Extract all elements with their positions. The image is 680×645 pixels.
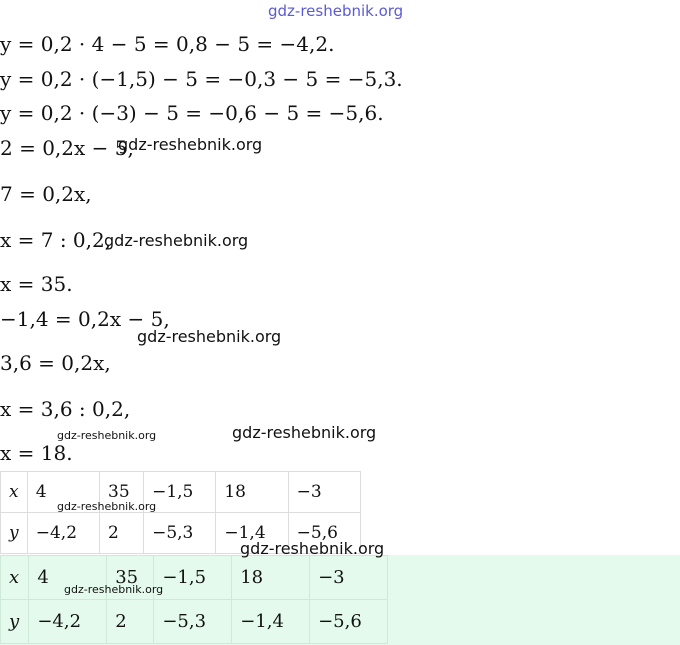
site-watermark: gdz-reshebnik.org (268, 2, 404, 20)
table-cell: 35 (107, 556, 154, 600)
table-cell: 2 (107, 600, 154, 644)
table-cell: −1,5 (154, 556, 232, 600)
equation-line: 2 = 0,2x − 5, (0, 136, 134, 160)
equation-line: x = 3,6 : 0,2, (0, 397, 131, 421)
table-cell: 4 (27, 472, 99, 513)
watermark: gdz-reshebnik.org (64, 583, 164, 596)
table-cell: y (1, 600, 29, 644)
watermark: gdz-reshebnik.org (232, 423, 377, 442)
table-cell: −3 (288, 472, 360, 513)
table-cell: x (1, 556, 29, 600)
table-cell: −5,3 (154, 600, 232, 644)
table-cell: 18 (216, 472, 288, 513)
table-row (1, 472, 361, 513)
equation-line: y = 0,2 · 4 − 5 = 0,8 − 5 = −4,2. (0, 32, 335, 56)
watermark: gdz-reshebnik.org (104, 231, 249, 250)
table-cell: −3 (310, 556, 388, 600)
equation-line: x = 7 : 0,2, (0, 228, 112, 252)
table-row (1, 600, 388, 644)
table-row (1, 556, 388, 600)
table-cell: −5,6 (310, 600, 388, 644)
table-cell: −1,5 (144, 472, 216, 513)
equation-line: x = 35. (0, 272, 73, 296)
watermark: gdz-reshebnik.org (57, 429, 157, 442)
highlighted-answer-block (0, 555, 680, 645)
watermark: gdz-reshebnik.org (240, 539, 385, 558)
table-cell: −5,6 (288, 513, 360, 554)
table-cell: −1,4 (216, 513, 288, 554)
table-cell: −1,4 (232, 600, 310, 644)
equation-line: −1,4 = 0,2x − 5, (0, 307, 170, 331)
watermark: gdz-reshebnik.org (118, 135, 263, 154)
equation-line: y = 0,2 · (−1,5) − 5 = −0,3 − 5 = −5,3. (0, 67, 403, 91)
table-cell: −5,3 (144, 513, 216, 554)
watermark: gdz-reshebnik.org (137, 327, 282, 346)
table-cell: −4,2 (27, 513, 99, 554)
equation-line: x = 18. (0, 441, 73, 465)
table-cell: 18 (232, 556, 310, 600)
equation-line: y = 0,2 · (−3) − 5 = −0,6 − 5 = −5,6. (0, 101, 384, 125)
table-cell: y (1, 513, 28, 554)
answer-table (0, 555, 388, 644)
table-cell: x (1, 472, 28, 513)
equation-line: 3,6 = 0,2x, (0, 351, 111, 375)
table-cell: 2 (100, 513, 144, 554)
table-cell: 35 (100, 472, 144, 513)
equation-line: 7 = 0,2x, (0, 182, 92, 206)
watermark: gdz-reshebnik.org (57, 500, 157, 513)
table-cell: 4 (29, 556, 107, 600)
table-cell: −4,2 (29, 600, 107, 644)
